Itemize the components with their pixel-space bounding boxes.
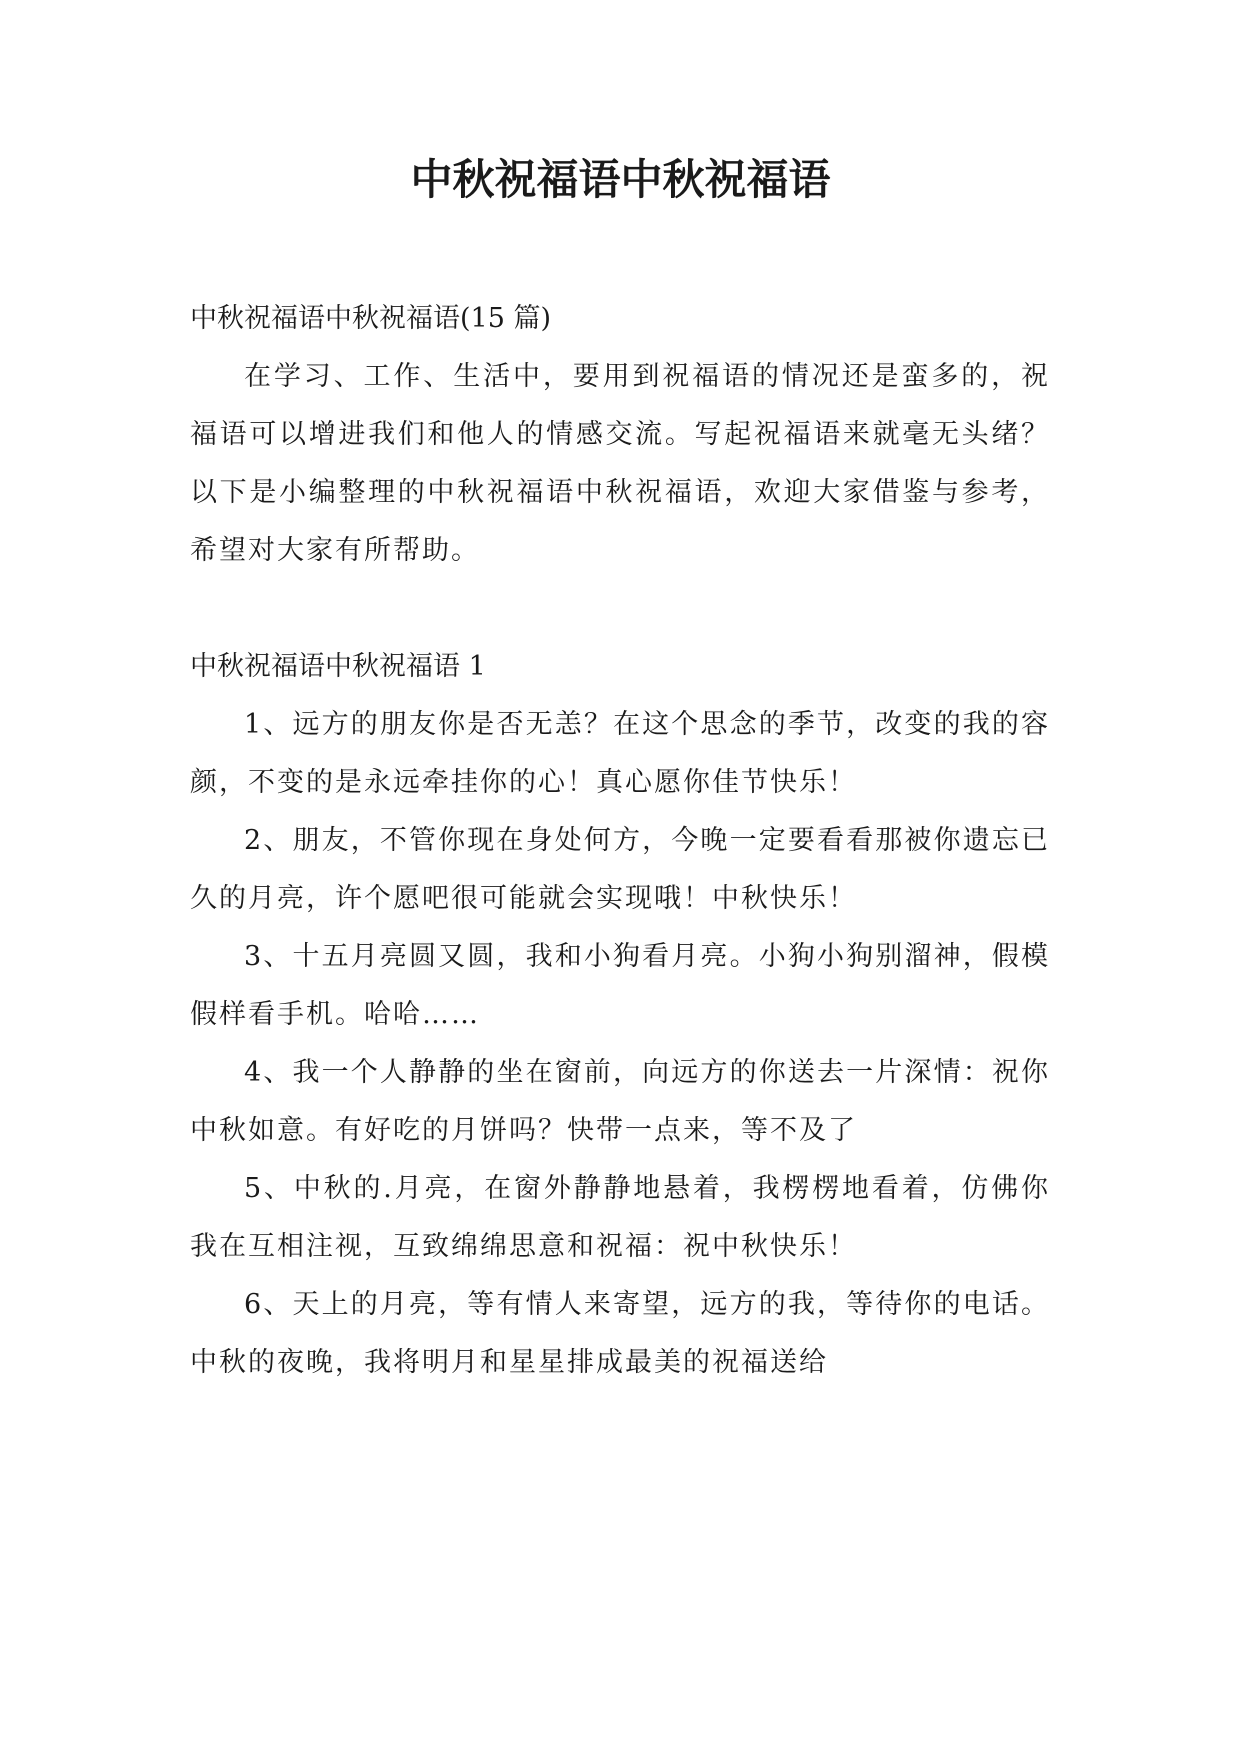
section-heading: 中秋祝福语中秋祝福语 1 <box>190 651 486 682</box>
greeting-item-4: 4、我一个人静静的坐在窗前，向远方的你送去一片深情：祝你中秋如意。有好吃的月饼吗？快带一点来，等不及了 <box>190 1057 1050 1146</box>
greeting-item-1: 1、远方的朋友你是否无恙？在这个思念的季节，改变的我的容颜，不变的是永远牵挂你的心！真心愿你佳节快乐！ <box>190 709 1050 798</box>
greeting-item-2: 2、朋友，不管你现在身处何方，今晚一定要看看那被你遗忘已久的月亮，许个愿吧很可能就会实现哦！中秋快乐！ <box>190 825 1050 914</box>
greeting-item-3: 3、十五月亮圆又圆，我和小狗看月亮。小狗小狗别溜神，假模假样看手机。哈哈…… <box>190 941 1050 1030</box>
document-title: 中秋祝福语中秋祝福语 <box>410 155 831 204</box>
greeting-item-5: 5、中秋的.月亮，在窗外静静地悬着，我楞楞地看着，仿佛你我在互相注视，互致绵绵思意和祝福：祝中秋快乐！ <box>190 1173 1050 1262</box>
document-subtitle: 中秋祝福语中秋祝福语(15 篇) <box>190 303 552 334</box>
document-body <box>190 290 1050 1392</box>
intro-paragraph: 在学习、工作、生活中，要用到祝福语的情况还是蛮多的，祝福语可以增进我们和他人的情感交流。写起祝福语来就毫无头绪？以下是小编整理的中秋祝福语中秋祝福语，欢迎大家借鉴与参考，希望对大家有所帮助。 <box>190 361 1050 566</box>
greeting-item-6: 6、天上的月亮，等有情人来寄望，远方的我，等待你的电话。中秋的夜晚，我将明月和星星排成最美的祝福送给 <box>190 1289 1050 1378</box>
section-spacer <box>190 580 1050 638</box>
